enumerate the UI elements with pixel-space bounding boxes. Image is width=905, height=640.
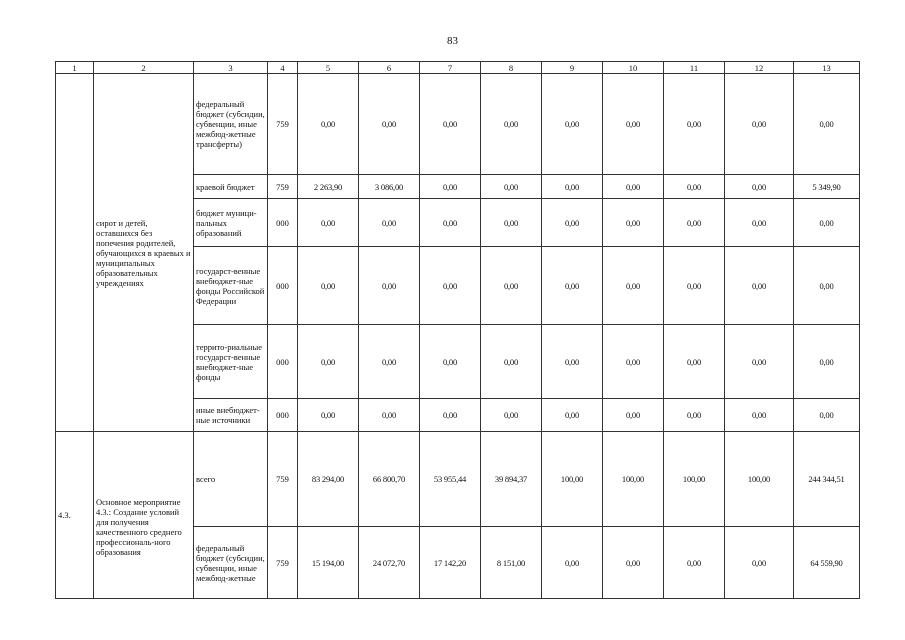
column-header: 5: [298, 62, 359, 74]
page-number: 83: [447, 35, 458, 47]
budget-code: 759: [268, 175, 298, 199]
total-cell: 0,00: [794, 325, 860, 399]
value-cell: 0,00: [664, 325, 725, 399]
value-cell: 0,00: [420, 175, 481, 199]
column-header: 2: [94, 62, 194, 74]
total-cell: 0,00: [794, 247, 860, 325]
value-cell: 0,00: [481, 175, 542, 199]
value-cell: 0,00: [664, 399, 725, 432]
value-cell: 0,00: [664, 199, 725, 247]
value-cell: 17 142,20: [420, 527, 481, 599]
value-cell: 66 800,70: [359, 432, 420, 527]
value-cell: 0,00: [725, 399, 794, 432]
value-cell: 0,00: [298, 325, 359, 399]
value-cell: 100,00: [664, 432, 725, 527]
total-cell: 0,00: [794, 399, 860, 432]
table-row: [56, 432, 860, 527]
total-cell: 0,00: [794, 199, 860, 247]
block2-body: [56, 432, 860, 599]
funding-source: террито-риальные государст-венные внебюджет-ные фонды: [194, 325, 268, 399]
value-cell: 0,00: [298, 74, 359, 175]
value-cell: 0,00: [542, 74, 603, 175]
value-cell: 0,00: [359, 199, 420, 247]
budget-code: 000: [268, 399, 298, 432]
value-cell: 0,00: [298, 247, 359, 325]
value-cell: 0,00: [298, 199, 359, 247]
value-cell: 100,00: [725, 432, 794, 527]
value-cell: 0,00: [664, 527, 725, 599]
column-header: 9: [542, 62, 603, 74]
funding-source: иные внебюджет-ные источники: [194, 399, 268, 432]
budget-code: 000: [268, 199, 298, 247]
value-cell: 100,00: [603, 432, 664, 527]
value-cell: 0,00: [603, 527, 664, 599]
value-cell: 0,00: [359, 247, 420, 325]
value-cell: 53 955,44: [420, 432, 481, 527]
value-cell: 0,00: [603, 199, 664, 247]
column-header: 13: [794, 62, 860, 74]
value-cell: 0,00: [359, 399, 420, 432]
budget-code: 000: [268, 247, 298, 325]
value-cell: 0,00: [603, 325, 664, 399]
value-cell: 0,00: [542, 199, 603, 247]
total-cell: 5 349,90: [794, 175, 860, 199]
value-cell: 100,00: [542, 432, 603, 527]
value-cell: 0,00: [481, 74, 542, 175]
value-cell: 0,00: [481, 325, 542, 399]
value-cell: 0,00: [725, 74, 794, 175]
funding-source: государст-венные внебюджет-ные фонды Российской Федерации: [194, 247, 268, 325]
column-header: 8: [481, 62, 542, 74]
value-cell: 0,00: [603, 247, 664, 325]
budget-table: [55, 61, 860, 599]
value-cell: 2 263,90: [298, 175, 359, 199]
value-cell: 83 294,00: [298, 432, 359, 527]
value-cell: 0,00: [481, 247, 542, 325]
value-cell: 0,00: [420, 325, 481, 399]
column-header: 3: [194, 62, 268, 74]
column-header: 12: [725, 62, 794, 74]
row-number-cell: [56, 74, 94, 432]
value-cell: 0,00: [420, 199, 481, 247]
value-cell: 0,00: [542, 527, 603, 599]
value-cell: 15 194,00: [298, 527, 359, 599]
table-row: [56, 74, 860, 175]
budget-code: 759: [268, 432, 298, 527]
value-cell: 0,00: [725, 325, 794, 399]
total-cell: 0,00: [794, 74, 860, 175]
value-cell: 0,00: [603, 399, 664, 432]
funding-source: всего: [194, 432, 268, 527]
value-cell: 0,00: [420, 399, 481, 432]
value-cell: 3 086,00: [359, 175, 420, 199]
column-header: 6: [359, 62, 420, 74]
value-cell: 0,00: [481, 399, 542, 432]
value-cell: 0,00: [542, 325, 603, 399]
block1-body: [56, 74, 860, 432]
budget-code: 759: [268, 74, 298, 175]
measure-description: сирот и детей, оставшихся без попечения родителей, обучающихся в краевых и муниципальных образовательных учреждениях: [94, 74, 194, 432]
funding-source: федеральный бюджет (субсидии, субвенции, иные межбюд-жетные: [194, 527, 268, 599]
value-cell: 0,00: [481, 199, 542, 247]
value-cell: 0,00: [664, 175, 725, 199]
value-cell: 0,00: [664, 74, 725, 175]
funding-source: федеральный бюджет (субсидии, субвенции, иные межбюд-жетные трансферты): [194, 74, 268, 175]
value-cell: 8 151,00: [481, 527, 542, 599]
value-cell: 0,00: [420, 247, 481, 325]
measure-description-text: Основное мероприятие 4.3.: Создание условий для получения качественного среднего профессиональ-ного образования: [96, 497, 182, 557]
value-cell: 0,00: [542, 175, 603, 199]
total-cell: 244 344,51: [794, 432, 860, 527]
value-cell: 0,00: [420, 74, 481, 175]
value-cell: 0,00: [603, 175, 664, 199]
budget-code: 759: [268, 527, 298, 599]
total-cell: 64 559,90: [794, 527, 860, 599]
value-cell: 24 072,70: [359, 527, 420, 599]
column-header: 10: [603, 62, 664, 74]
column-number-header: [56, 62, 860, 74]
column-header: 11: [664, 62, 725, 74]
funding-source: бюджет муници-пальных образований: [194, 199, 268, 247]
value-cell: 0,00: [664, 247, 725, 325]
column-header: 1: [56, 62, 94, 74]
value-cell: 0,00: [725, 175, 794, 199]
measure-description: [94, 432, 194, 599]
value-cell: 0,00: [542, 399, 603, 432]
value-cell: 0,00: [359, 325, 420, 399]
value-cell: 0,00: [725, 247, 794, 325]
column-header: 7: [420, 62, 481, 74]
value-cell: 39 894,37: [481, 432, 542, 527]
value-cell: 0,00: [359, 74, 420, 175]
funding-source: краевой бюджет: [194, 175, 268, 199]
column-header: 4: [268, 62, 298, 74]
value-cell: 0,00: [542, 247, 603, 325]
row-number-cell: 4.3.: [56, 432, 94, 599]
value-cell: 0,00: [298, 399, 359, 432]
value-cell: 0,00: [725, 199, 794, 247]
value-cell: 0,00: [603, 74, 664, 175]
value-cell: 0,00: [725, 527, 794, 599]
budget-code: 000: [268, 325, 298, 399]
